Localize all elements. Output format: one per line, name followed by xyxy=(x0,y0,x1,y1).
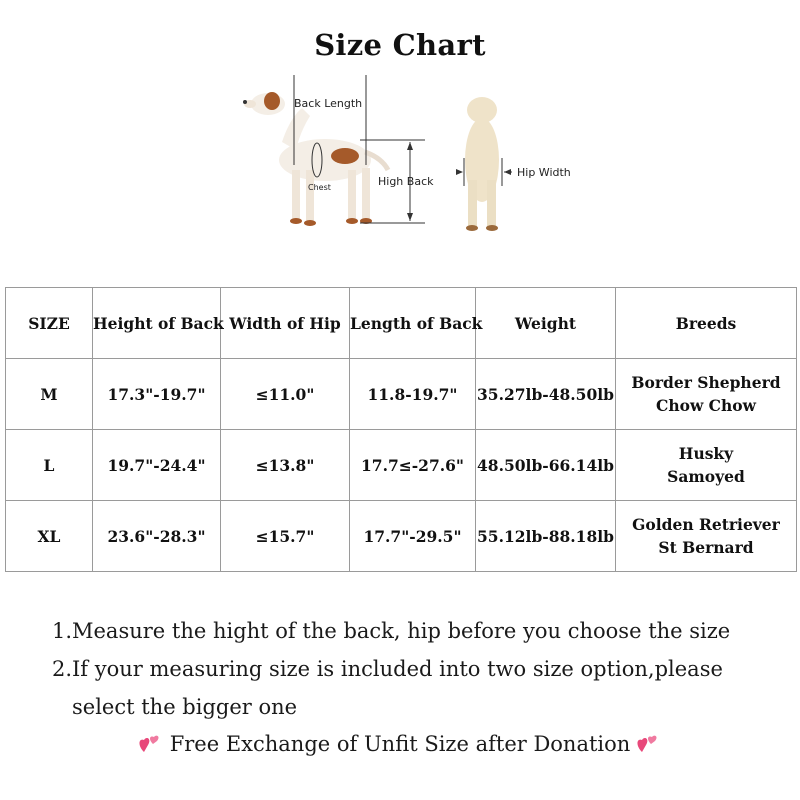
chest-label: Chest xyxy=(308,183,331,192)
two-hearts-icon xyxy=(139,732,163,759)
breed-name: Golden Retriever xyxy=(632,515,780,534)
breed-name: St Bernard xyxy=(658,538,754,557)
back-length-label: Back Length xyxy=(294,97,363,110)
cell-length: 17.7≤-27.6" xyxy=(350,430,476,501)
instructions xyxy=(52,612,782,726)
measurement-diagram xyxy=(230,70,600,240)
cell-hip: ≤13.8" xyxy=(221,430,350,501)
breed-name: Chow Chow xyxy=(656,396,756,415)
cell-weight: 55.12lb-88.18lb xyxy=(476,501,616,572)
high-back-label: High Back xyxy=(378,175,434,188)
cell-height: 17.3"-19.7" xyxy=(93,359,221,430)
cell-length: 11.8-19.7" xyxy=(350,359,476,430)
instruction-text: Measure the hight of the back, hip before you choose the size xyxy=(72,619,731,643)
cell-breeds xyxy=(616,430,797,501)
header-weight: Weight xyxy=(476,288,616,359)
cell-size: XL xyxy=(6,501,93,572)
header-size: SIZE xyxy=(6,288,93,359)
cell-breeds xyxy=(616,359,797,430)
size-table xyxy=(5,287,797,572)
instruction-item xyxy=(52,650,782,726)
dog-front-illustration xyxy=(465,97,499,231)
cell-hip: ≤15.7" xyxy=(221,501,350,572)
header-breeds: Breeds xyxy=(616,288,797,359)
table-row xyxy=(6,501,797,572)
breed-name: Husky xyxy=(678,444,734,463)
cell-height: 19.7"-24.4" xyxy=(93,430,221,501)
header-height-of-back: Height of Back xyxy=(93,288,221,359)
cell-size: L xyxy=(6,430,93,501)
page-title: Size Chart xyxy=(314,28,486,62)
cell-weight: 48.50lb-66.14lb xyxy=(476,430,616,501)
cell-height: 23.6"-28.3" xyxy=(93,501,221,572)
two-hearts-icon xyxy=(637,732,661,759)
header-length-of-back: Length of Back xyxy=(350,288,476,359)
exchange-notice xyxy=(0,732,800,759)
cell-weight: 35.27lb-48.50lb xyxy=(476,359,616,430)
cell-breeds xyxy=(616,501,797,572)
table-header-row xyxy=(6,288,797,359)
table-row xyxy=(6,430,797,501)
exchange-text: Free Exchange of Unfit Size after Donation xyxy=(169,732,631,756)
instruction-item xyxy=(52,612,782,650)
dog-diagram-svg xyxy=(230,70,600,240)
hip-width-label: Hip Width xyxy=(517,166,571,179)
cell-hip: ≤11.0" xyxy=(221,359,350,430)
cell-size: M xyxy=(6,359,93,430)
breed-name: Border Shepherd xyxy=(631,373,781,392)
instruction-number: 1. xyxy=(52,619,73,643)
header-width-of-hip: Width of Hip xyxy=(221,288,350,359)
instruction-number: 2. xyxy=(52,657,73,681)
breed-name: Samoyed xyxy=(667,467,745,486)
instruction-text: If your measuring size is included into two size option,please select the bigger one xyxy=(72,657,723,719)
cell-length: 17.7"-29.5" xyxy=(350,501,476,572)
table-row xyxy=(6,359,797,430)
